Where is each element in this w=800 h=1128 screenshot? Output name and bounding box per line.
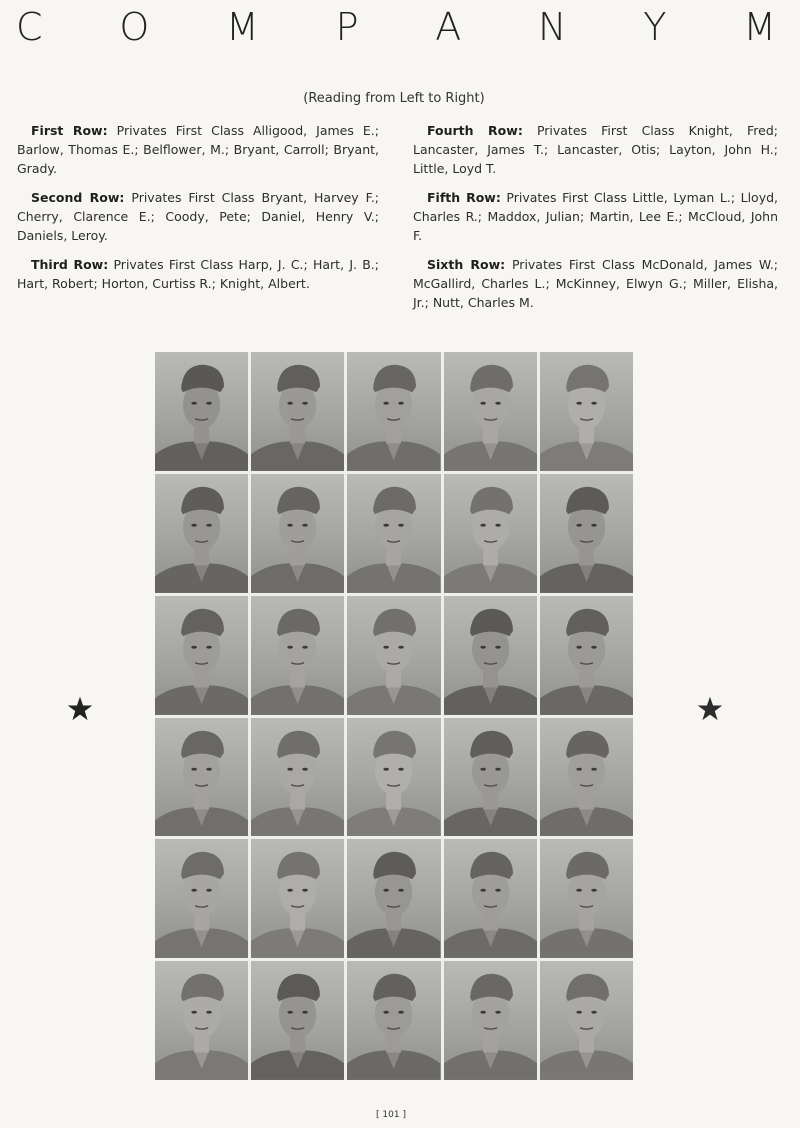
reading-direction-note: (Reading from Left to Right) (303, 91, 485, 106)
title-letter: O (119, 5, 150, 49)
row-names: Privates First Class Alligood, James E.; Barlow, Thomas E.; Belflower, M.; Bryant, Carroll; Bryant, Grady. (17, 123, 379, 176)
portrait-photo (155, 474, 248, 593)
title-letter: P (335, 5, 359, 49)
row-label: Third Row: (31, 257, 109, 272)
row-caption (413, 255, 778, 312)
row-names: Privates First Class Harp, J. C.; Hart, J. B.; Hart, Robert; Horton, Curtiss R.; Knight, Albert. (17, 257, 379, 291)
portrait-photo (540, 718, 633, 837)
portrait-photo (444, 961, 537, 1080)
portrait-photo (347, 961, 440, 1080)
row-label: First Row: (31, 123, 108, 138)
row-caption (17, 188, 379, 245)
row-names: Privates First Class McDonald, James W.; McGallird, Charles L.; McKinney, Elwyn G.; Miller, Elisha, Jr.; Nutt, Charles M. (413, 257, 778, 310)
title-letter: N (538, 5, 567, 49)
portrait-photo (347, 352, 440, 471)
portrait-photo (444, 596, 537, 715)
row-caption (413, 188, 778, 245)
portrait-photo (155, 352, 248, 471)
caption-column-left (17, 121, 379, 312)
portrait-photo (251, 474, 344, 593)
row-caption (413, 121, 778, 178)
page-title (0, 2, 800, 52)
row-names: Privates First Class Knight, Fred; Lancaster, James T.; Lancaster, Otis; Layton, John H.; Little, Loyd T. (413, 123, 778, 176)
portrait-photo (347, 596, 440, 715)
portrait-photo (155, 839, 248, 958)
title-letter: Y (643, 5, 667, 49)
row-caption (17, 255, 379, 293)
star-icon (696, 695, 724, 723)
row-label: Second Row: (31, 190, 125, 205)
page-number: [ 101 ] (376, 1110, 406, 1120)
portrait-photo (444, 474, 537, 593)
portrait-grid (155, 352, 633, 1080)
title-letter: A (435, 5, 462, 49)
row-label: Fifth Row: (427, 190, 501, 205)
caption-column-right (413, 121, 778, 312)
caption-block (17, 121, 779, 312)
portrait-photo (251, 596, 344, 715)
portrait-photo (444, 718, 537, 837)
portrait-photo (155, 961, 248, 1080)
portrait-photo (540, 839, 633, 958)
portrait-photo (251, 718, 344, 837)
row-caption (17, 121, 379, 178)
title-letter: M (226, 5, 259, 49)
portrait-photo (444, 352, 537, 471)
portrait-photo (540, 961, 633, 1080)
portrait-photo (347, 718, 440, 837)
row-names: Privates First Class Bryant, Harvey F.; Cherry, Clarence E.; Coody, Pete; Daniel, Henry V.; Daniels, Leroy. (17, 190, 379, 243)
title-letter: M (743, 5, 776, 49)
star-icon (66, 695, 94, 723)
row-names: Privates First Class Little, Lyman L.; Lloyd, Charles R.; Maddox, Julian; Martin, Lee E.; McCloud, John F. (413, 190, 778, 243)
portrait-photo (251, 961, 344, 1080)
portrait-photo (155, 718, 248, 837)
portrait-photo (155, 596, 248, 715)
row-label: Sixth Row: (427, 257, 506, 272)
portrait-photo (347, 474, 440, 593)
portrait-photo (347, 839, 440, 958)
portrait-photo (251, 352, 344, 471)
portrait-photo (540, 596, 633, 715)
portrait-photo (251, 839, 344, 958)
portrait-photo (540, 474, 633, 593)
title-letter: C (16, 5, 43, 49)
portrait-photo (540, 352, 633, 471)
row-label: Fourth Row: (427, 123, 523, 138)
portrait-photo (444, 839, 537, 958)
